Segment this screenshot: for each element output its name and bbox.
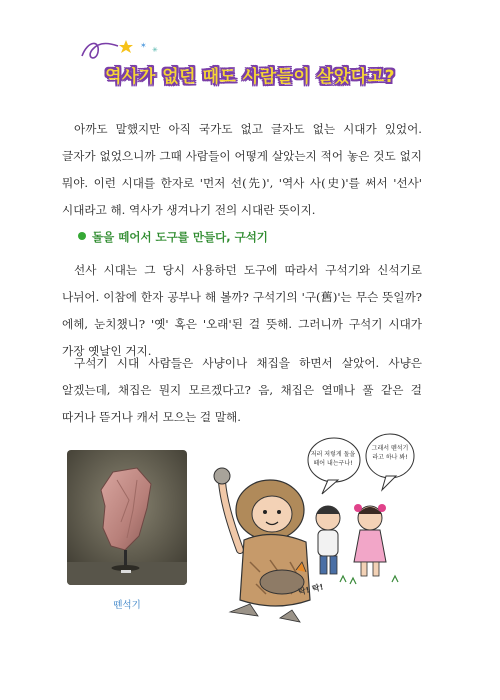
stone-tool-photo [67, 450, 187, 585]
section-heading-text: 돌을 떼어서 도구를 만들다, 구석기 [92, 230, 268, 244]
sparkle-icon: ✶ [140, 41, 147, 50]
stone-in-hand-icon [214, 468, 230, 484]
boy-body [318, 530, 338, 556]
intro-paragraph: 아까도 말했지만 아직 국가도 없고 글자도 없는 시대가 있었어. 글자가 없었으니까 그때 사람들이 어떻게 살았는지 적어 놓은 것도 없지 뭐야. 이런 시대를 한자로 '먼저 선(先)', '역사 사(史)'를 써서 '선사' 시대라고 해. 역사가 생겨나기 전의 시대란 뜻이지. [62, 122, 422, 217]
girl-dress [354, 530, 386, 562]
page-title: 역사가 없던 때도 사람들이 살았다고? [105, 67, 395, 87]
speech-bubble-text-1: 저러 저렇게 돌을 떼어 내는구나! [310, 451, 356, 467]
bullet-icon [78, 232, 86, 240]
section-heading [78, 229, 268, 245]
photo-caption: 뗀석기 [113, 600, 141, 611]
cave-woman-face [252, 496, 292, 532]
star-icon [119, 40, 133, 53]
sparkle-icon: ✳ [152, 46, 158, 54]
section-paragraph-2: 구석기 시대 사람들은 사냥이나 채집을 하면서 살았어. 사냥은 알겠는데, 채집은 뭔지 모르겠다고? 음, 채집은 열매나 풀 같은 걸 따거나 뜯거나 캐서 모으는 걸 말해. [62, 356, 422, 424]
sound-effect-text: 탁! 탁! [297, 582, 325, 597]
speech-bubble-text-2: 그래서 뗀석기라고 하나 봐! [371, 445, 409, 461]
section-paragraph-1: 선사 시대는 그 당시 사용하던 도구에 따라서 구석기와 신석기로 나뉘어. 이참에 한자 공부나 해 볼까? 구석기의 '구(舊)'는 무슨 뜻일까? 에헤, 눈치챘니? '옛' 혹은 '오래'된 걸 뜻해. 그러니까 구석기 시대가 가장 옛날인 거지. [62, 263, 422, 358]
